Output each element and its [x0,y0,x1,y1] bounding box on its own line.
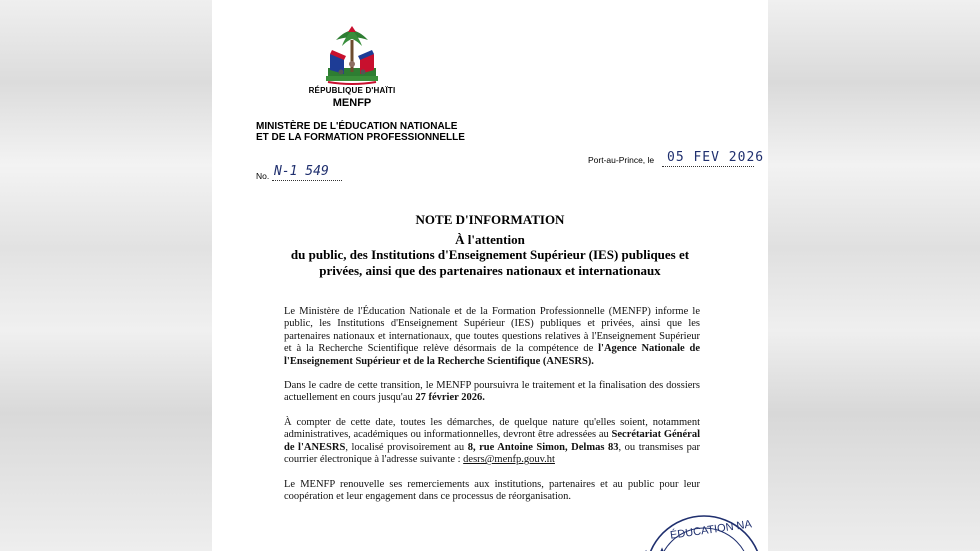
email-link[interactable]: desrs@menfp.gouv.ht [463,454,555,466]
reference-dotted-line [272,180,342,181]
paragraph-1-text: Le Ministère de l'Éducation Nationale et de la Formation Professionnelle (MENFP) informe le public, les Institutions d'Enseignement Supérieur (IES) publiques et privées, ainsi que les partenaires nationaux et internationaux, que toutes questions relatives à l'Enseignement Supérieur et à la Recherche Scientifique relève désormais de la compétence de [284,306,700,355]
paragraph-2-text: Dans le cadre de cette transition, le MENFP poursuivra le traitement et la finalisation des dossiers actuellement en cours jusqu'au [284,380,700,404]
handwritten-reference-number: N-1 549 [274,164,329,179]
paragraph-3-text-3: , ou transmises par courrier électronique à l'adresse suivante : [284,441,700,466]
ministry-name-line1: MINISTÈRE DE L'ÉDUCATION NATIONALE [256,121,458,132]
date-dotted-line [662,166,754,167]
paragraph-3-address: 8, rue Antoine Simon, Delmas 83 [467,441,619,453]
coat-of-arms-icon [322,24,382,86]
stamp-text: ÉDUCATION NA [669,518,753,542]
audience-line: du public, des Institutions d'Enseignement Supérieur (IES) publiques et privées, ainsi que des partenaires nationaux et internationaux [290,247,690,278]
paragraph-2-date: 27 février 2026. [415,392,485,404]
background-left [0,0,212,551]
paragraph-3-text-1: À compter de cette date, toutes les démarches, de quelque nature qu'elles soient, notamment administratives, académiques ou informationnelles, devront être adressées au [284,417,700,441]
paragraph-4: Le MENFP renouvelle ses remerciements aux institutions, partenaires et au public pour leur coopération et leur engagement dans ce processus de réorganisation. [284,479,700,503]
place-label: Port-au-Prince, le [588,155,655,165]
republic-label: RÉPUBLIQUE D'HAÏTI [308,86,396,95]
handwritten-date: 05 FEV 2026 [667,150,765,165]
ministry-name [256,121,465,143]
ministry-name-line2: ET DE LA FORMATION PROFESSIONNELLE [256,132,465,143]
paragraph-1-bold: l'Agence Nationale de l'Enseignement Supérieur et de la Recherche Scientifique (ANESRS). [284,343,701,367]
paragraph-3 [284,417,700,467]
ministry-acronym: MENFP [332,97,372,109]
paragraph-1 [284,306,700,368]
attention-line: À l'attention [455,232,525,247]
background-right [768,0,980,551]
paragraph-3-bold-1: Secrétariat Général de l'ANESRS [284,429,700,453]
paragraph-2 [284,380,700,405]
official-stamp-icon [624,512,768,551]
document-page [212,0,768,551]
reference-number-label: No. [256,171,270,181]
document-title: NOTE D'INFORMATION [415,212,565,227]
paragraph-3-text-2: , localisé provisoirement au [345,441,468,453]
